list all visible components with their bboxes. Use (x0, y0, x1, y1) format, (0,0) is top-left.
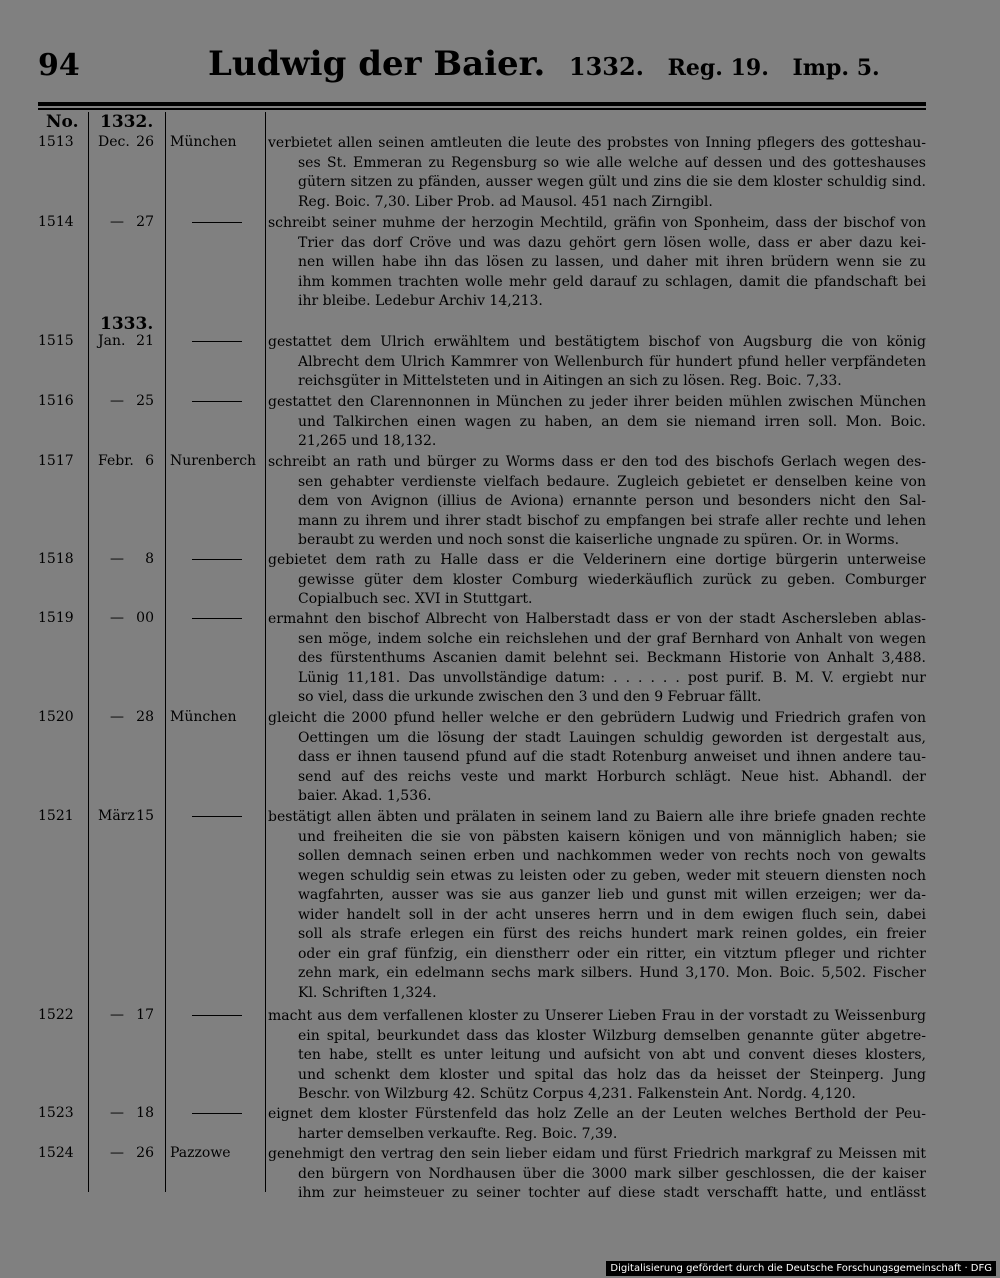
entry-month: — (110, 1105, 124, 1121)
text-line: macht aus dem verfallenen kloster zu Unserer Lieben Frau in der vorstadt zu Weissenburg (268, 1008, 926, 1024)
text-line: gebietet dem rath zu Halle dass er die Velderinern eine dortige bürgerin unterweise (268, 552, 926, 568)
entry-text (268, 1145, 926, 1204)
text-line: gestattet dem Ulrich erwähltem und bestätigtem bischof von Augsburg die von könig (268, 334, 926, 350)
text-line: Copialbuch sec. XVI in Stuttgart. (298, 591, 533, 607)
entry-day: 21 (136, 333, 154, 349)
column-header-year: 1332. (100, 112, 154, 132)
entry-day: 25 (136, 393, 154, 409)
entry-day: 8 (145, 551, 154, 567)
entry-month: Febr. (98, 453, 134, 469)
entry-text (268, 1105, 926, 1144)
entry-day: 18 (136, 1105, 154, 1121)
entry-month: — (110, 709, 124, 725)
entry-place: Pazzowe (170, 1145, 231, 1161)
text-line: dass er ihnen tausend pfund auf die stadt Rotenburg anweiset und ihnen andere tau- (298, 749, 926, 765)
header-rule-thin (38, 108, 926, 110)
text-line: genehmigt den vertrag den sein lieber eidam und fürst Friedrich markgraf zu Meissen mit (268, 1146, 926, 1162)
entry-number: 1519 (38, 610, 74, 626)
column-header-no: No. (46, 112, 79, 132)
entry-place: München (170, 709, 237, 725)
entry-text (268, 214, 926, 312)
title-reg: Reg. 19. (667, 55, 769, 81)
entry-number: 1518 (38, 551, 74, 567)
entry-month: Dec. (98, 134, 130, 150)
entry-place (170, 808, 262, 824)
text-line: ermahnt den bischof Albrecht von Halberstadt dass er von der stadt Aschersleben ablas- (268, 611, 926, 627)
text-line: 21,265 und 18,132. (298, 433, 437, 449)
text-line: gleicht die 2000 pfund heller welche er den gebrüdern Ludwig und Friedrich grafen von (268, 710, 926, 726)
text-line: harter demselben verkaufte. Reg. Boic. 7,39. (298, 1125, 618, 1142)
text-line: soll als strafe erlegen ein fürst des reichs hundert mark reinen goldes, ein freier (298, 926, 926, 942)
text-line: und Talkirchen einen wagen zu haben, an dem sie niemand irren soll. Mon. Boic. (298, 413, 926, 430)
text-line: gewisse güter dem kloster Comburg wiederkäuflich zurück zu geben. Comburger (298, 571, 926, 588)
text-line: Albrecht dem Ulrich Kammrer von Wellenburch für hundert pfund heller verpfändeten (298, 353, 926, 370)
entry-month: — (110, 610, 124, 626)
entry-month: — (110, 393, 124, 409)
text-line: des fürstenthums Ascanien damit belehnt sei. Beckmann Historie von Anhalt 3,488. (298, 650, 926, 666)
entry-place (170, 214, 262, 230)
text-line: eignet dem kloster Fürstenfeld das holz Zelle an der Leuten welches Berthold der Peu- (268, 1106, 926, 1122)
text-line: sollen demnach seinen erben und nachkommen weder von rechts noch von gewalts (298, 848, 926, 864)
entry-number: 1520 (38, 709, 74, 725)
ditto-dash (192, 401, 242, 402)
entry-day: 00 (136, 610, 154, 626)
text-line: send auf des reichs veste und markt Horburch schlägt. Neue hist. Abhandl. der (298, 768, 926, 785)
entry-place (170, 551, 262, 567)
text-line: den bürgern von Nordhausen über die 3000 mark silber geschlossen, die der kaiser (298, 1165, 926, 1182)
entry-text (268, 808, 926, 1003)
header-rule (38, 102, 926, 106)
entry-text (268, 610, 926, 708)
entry-month: — (110, 1007, 124, 1023)
ditto-dash (192, 341, 242, 342)
ditto-dash (192, 222, 242, 223)
entry-day: 15 (136, 808, 154, 824)
entry-place (170, 610, 262, 626)
text-line: dem von Avignon (illius de Aviona) ernannte person und besonders nicht den Sal- (298, 493, 926, 509)
entry-place: München (170, 134, 237, 150)
text-line: schreibt an rath und bürger zu Worms dass er den tod des bischofs Gerlach wegen des- (268, 454, 926, 470)
entry-place (170, 1105, 262, 1121)
entry-text (268, 393, 926, 452)
text-line: baier. Akad. 1,536. (298, 788, 432, 804)
text-line: zehn mark, ein edelmann sechs mark silbers. Hund 3,170. Mon. Boic. 5,502. Fischer (298, 965, 926, 981)
entry-number: 1522 (38, 1007, 74, 1023)
text-line: sen gehabter verdienste vielfach bedaure. Zugleich gebietet er denselben keine von (298, 473, 926, 490)
text-line: sen möge, indem solche ein reichslehen und der graf Bernhard von Anhalt von wegen (298, 630, 926, 647)
entry-day: 27 (136, 214, 154, 230)
text-line: Trier das dorf Cröve und was dazu gehört gern lösen wolle, dass er aber dazu kei- (298, 234, 926, 251)
entry-month: — (110, 1145, 124, 1161)
ditto-dash (192, 559, 242, 560)
entry-number: 1513 (38, 134, 74, 150)
ditto-dash (192, 618, 242, 619)
title-year: 1332. (568, 52, 645, 81)
text-line: bestätigt allen äbten und prälaten in seinem land zu Baiern alle ihre briefe gnaden rechte (268, 809, 926, 825)
entry-text (268, 1007, 926, 1105)
column-divider (88, 112, 89, 1192)
entry-place (170, 1007, 262, 1023)
text-line: wagfahrten, ausser was sie aus ganzer lieb und gunst mit willen erzeigen; wer da- (298, 887, 926, 903)
ditto-dash (192, 1015, 242, 1016)
running-title (208, 44, 880, 84)
year-subheading: 1333. (100, 314, 154, 334)
text-line: ses St. Emmeran zu Regensburg so wie alle welche auf dessen und des gotteshauses (298, 154, 926, 171)
ditto-dash (192, 1113, 242, 1114)
text-line: nen willen habe ihn das lösen zu lassen, und daher mit ihren brüdern wenn sie zu (298, 254, 926, 270)
entry-text (268, 134, 926, 212)
entry-day: 17 (136, 1007, 154, 1023)
entry-month: Jan. (98, 333, 126, 349)
page-header (0, 42, 1000, 92)
text-line: und freiheiten die sie von päbsten kaisern königen und von männiglich haben; sie (298, 828, 926, 845)
entry-number: 1514 (38, 214, 74, 230)
column-divider (165, 112, 166, 1192)
entry-text (268, 551, 926, 610)
ditto-dash (192, 816, 242, 817)
text-line: ten habe, stellt es unter leitung und aufsicht von abt und convent dieses klosters, (298, 1047, 926, 1063)
entry-number: 1524 (38, 1145, 74, 1161)
text-line: verbietet allen seinen amtleuten die leute des probstes von Inning pflegers des gotteshau- (268, 135, 926, 151)
entry-number: 1515 (38, 333, 74, 349)
entry-text (268, 453, 926, 551)
text-line: gestattet den Clarennonnen in München zu jeder ihrer beiden mühlen zwischen München (268, 394, 926, 410)
entry-month: — (110, 214, 124, 230)
text-line: oder ein graf fünfzig, ein dienstherr oder ein ritter, ein vitztum pfleger und richter (298, 945, 926, 962)
entry-day: 28 (136, 709, 154, 725)
text-line: mann zu ihrem und ihrer stadt bischof zu empfangen bei strafe aller rechte und lehen (298, 512, 926, 529)
text-line: ein spital, beurkundet dass das kloster Wilzburg demselben genannte güter abgetre- (298, 1027, 926, 1044)
text-line: reichsgüter in Mittelsteten und in Aitingen an sich zu lösen. Reg. Boic. 7,33. (298, 373, 842, 389)
text-line: ihr bleibe. Ledebur Archiv 14,213. (298, 293, 543, 309)
dfg-credit: Digitalisierung gefördert durch die Deutsche Forschungsgemeinschaft · DFG (606, 1261, 996, 1276)
entry-text (268, 333, 926, 392)
text-line: wider handelt soll in der acht unseres herrn und in dem ewigen fluch sein, dabei (298, 906, 926, 923)
text-line: so viel, dass die urkunde zwischen den 3 und den 9 Februar fällt. (298, 689, 762, 705)
entry-place: Nurenberch (170, 453, 257, 469)
title-imp: Imp. 5. (792, 55, 880, 81)
text-line: Oettingen um die lösung der stadt Lauingen schuldig geworden ist dergestalt aus, (298, 729, 926, 746)
text-line: wegen schuldig sein etwas zu leisten oder zu geben, weder mit steuern diensten noch (298, 867, 926, 884)
text-line: Lünig 11,181. Das unvollständige datum: . . . . . . post purif. B. M. V. ergiebt nur (298, 669, 926, 686)
entry-month: — (110, 551, 124, 567)
entry-number: 1521 (38, 808, 74, 824)
text-line: gütern sitzen zu pfänden, ausser wegen gült und zins die sie dem kloster schuldig sind. (298, 174, 926, 190)
text-line: ihm zur heimsteuer zu seiner tochter auf diese stadt verschafft hatte, und entlässt (298, 1185, 926, 1201)
entry-month: März (98, 808, 135, 824)
text-line: beraubt zu werden und noch sonst die kaiserliche ungnade zu spüren. Or. in Worms. (298, 532, 900, 548)
entry-number: 1516 (38, 393, 74, 409)
entry-place (170, 333, 262, 349)
entry-text (268, 709, 926, 807)
text-line: Reg. Boic. 7,30. Liber Prob. ad Mausol. 451 nach Zirngibl. (298, 193, 713, 210)
text-line: Beschr. von Wilzburg 42. Schütz Corpus 4,231. Falkenstein Ant. Nordg. 4,120. (298, 1086, 856, 1102)
text-line: und schenkt dem kloster und spital das holz das da heisset der Steinperg. Jung (298, 1066, 926, 1083)
entry-place (170, 393, 262, 409)
text-line: Kl. Schriften 1,324. (298, 984, 437, 1001)
entry-number: 1523 (38, 1105, 74, 1121)
text-line: ihm kommen trachten wolle mehr geld darauf zu schlagen, damit die pfandschaft bei (298, 273, 926, 290)
page-number: 94 (38, 48, 80, 83)
entry-number: 1517 (38, 453, 74, 469)
entry-day: 26 (136, 1145, 154, 1161)
column-divider (265, 112, 266, 1192)
text-line: schreibt seiner muhme der herzogin Mechtild, gräfin von Sponheim, dass der bischof von (268, 215, 926, 231)
entry-day: 26 (136, 134, 154, 150)
title-name: Ludwig der Baier. (208, 44, 546, 84)
entry-day: 6 (145, 453, 154, 469)
